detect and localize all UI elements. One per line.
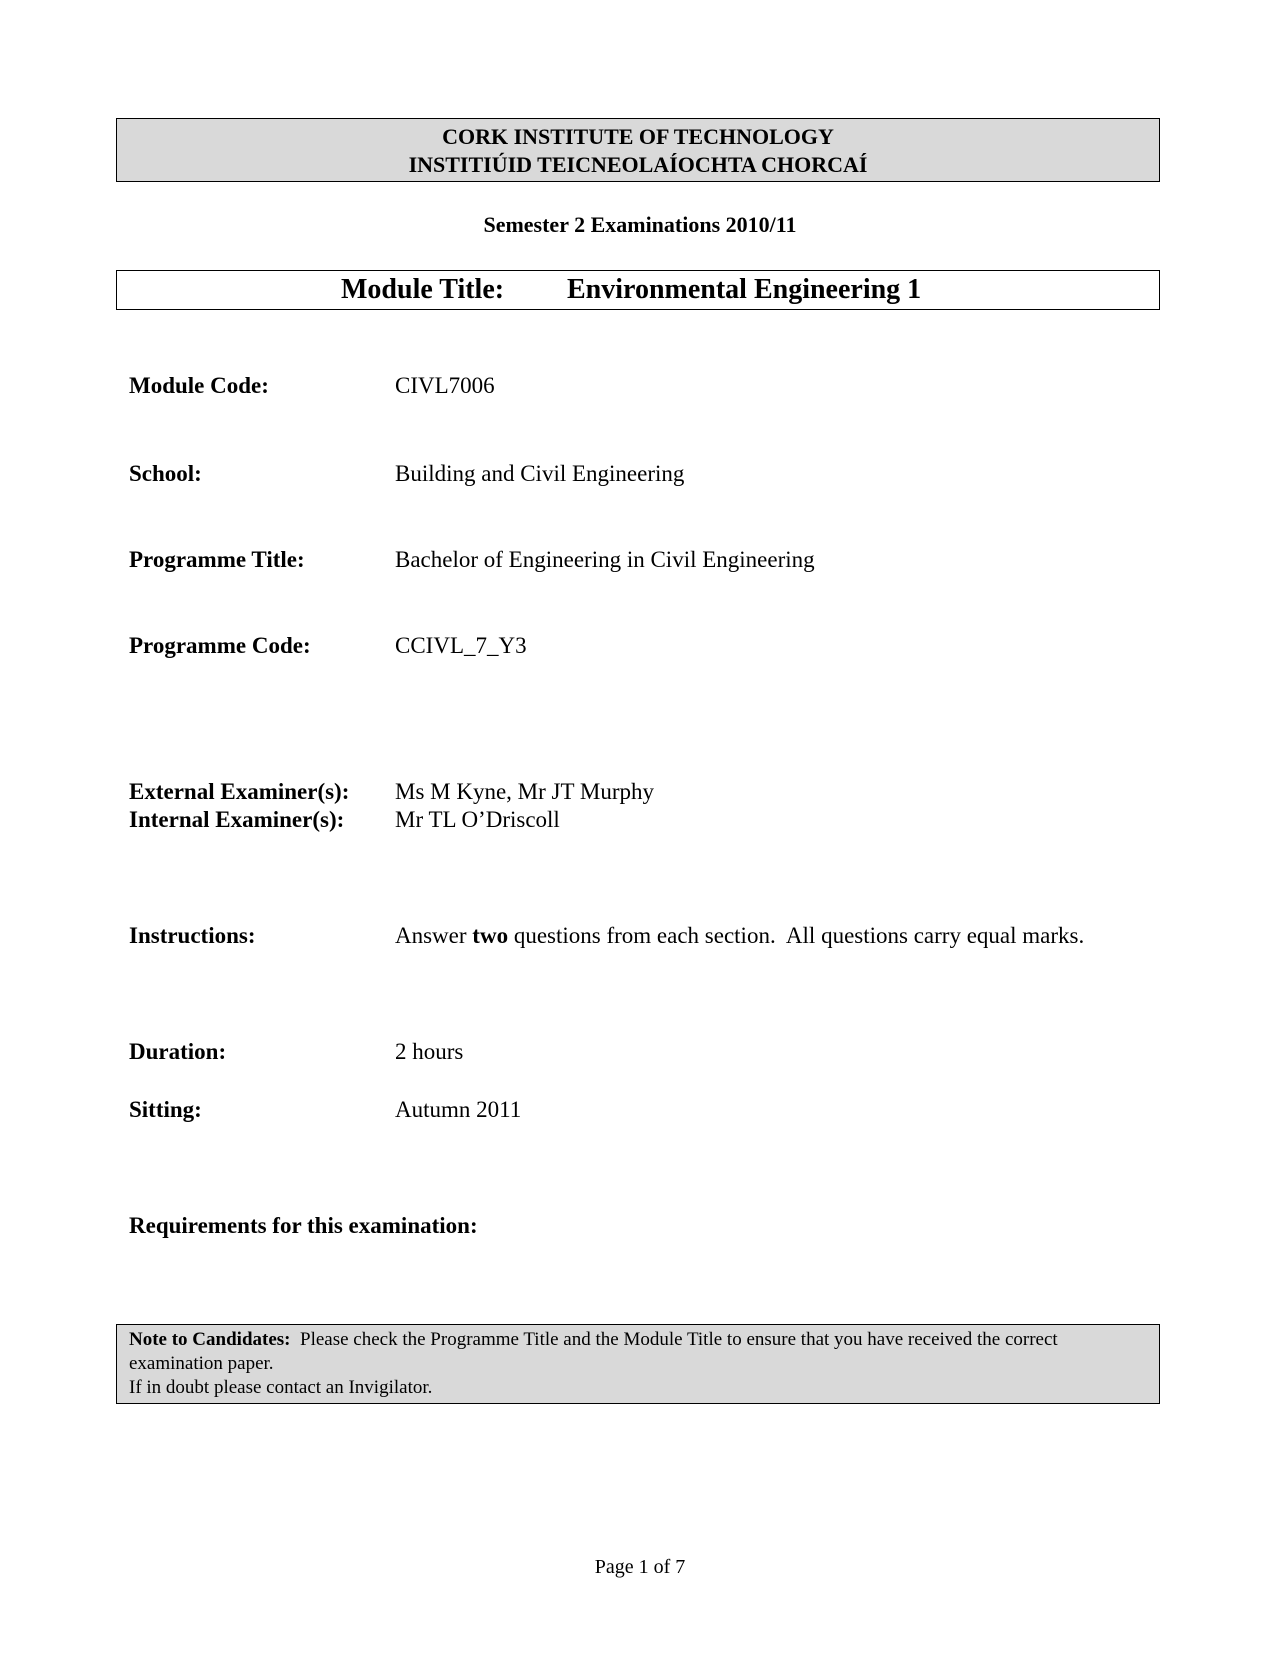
instructions-text-after: questions from each section. All questions carry equal marks. [508, 923, 1085, 948]
external-examiners-label: External Examiner(s): [129, 779, 350, 804]
institute-header [116, 118, 1160, 182]
page-number: Page 1 of 7 [594, 1556, 686, 1578]
duration-value: 2 hours [395, 1039, 464, 1064]
sitting-value: Autumn 2011 [395, 1097, 522, 1122]
instructions-label: Instructions: [129, 923, 256, 948]
module-code-label: Module Code: [129, 373, 269, 398]
programme-title-label: Programme Title: [129, 547, 305, 572]
sitting-label: Sitting: [129, 1097, 202, 1122]
module-code-value: CIVL7006 [395, 373, 495, 398]
requirements-label: Requirements for this examination: [129, 1213, 478, 1238]
internal-examiners-label: Internal Examiner(s): [129, 807, 345, 832]
internal-examiners-value: Mr TL O’Driscoll [395, 807, 560, 832]
semester-title: Semester 2 Examinations 2010/11 [483, 212, 797, 237]
programme-code-value: CCIVL_7_Y3 [395, 633, 527, 658]
note-to-candidates [116, 1324, 1160, 1404]
school-label: School: [129, 461, 202, 486]
note-label: Note to Candidates: [129, 1329, 291, 1350]
programme-code-label: Programme Code: [129, 633, 311, 658]
institute-name-irish: INSTITIÚID TEICNEOLAÍOCHTA CHORCAÍ [408, 152, 868, 177]
module-title-value: Environmental Engineering 1 [567, 274, 922, 305]
note-contact-line: If in doubt please contact an Invigilator. [129, 1377, 433, 1398]
external-examiners-value: Ms M Kyne, Mr JT Murphy [395, 779, 654, 804]
school-value: Building and Civil Engineering [395, 461, 685, 486]
module-title-label: Module Title: [341, 274, 505, 305]
module-title-box [116, 270, 1160, 310]
note-paragraph [129, 1328, 1147, 1376]
instructions-value [395, 922, 1084, 950]
instructions-emphasis: two [472, 923, 509, 948]
programme-title-value: Bachelor of Engineering in Civil Engineering [395, 547, 815, 572]
instructions-text-before: Answer [395, 923, 473, 948]
note-text: Please check the Programme Title and the Module Title to ensure that you have received the correct examination paper. [129, 1329, 1063, 1374]
duration-label: Duration: [129, 1039, 227, 1064]
institute-name-english: CORK INSTITUTE OF TECHNOLOGY [442, 124, 834, 149]
